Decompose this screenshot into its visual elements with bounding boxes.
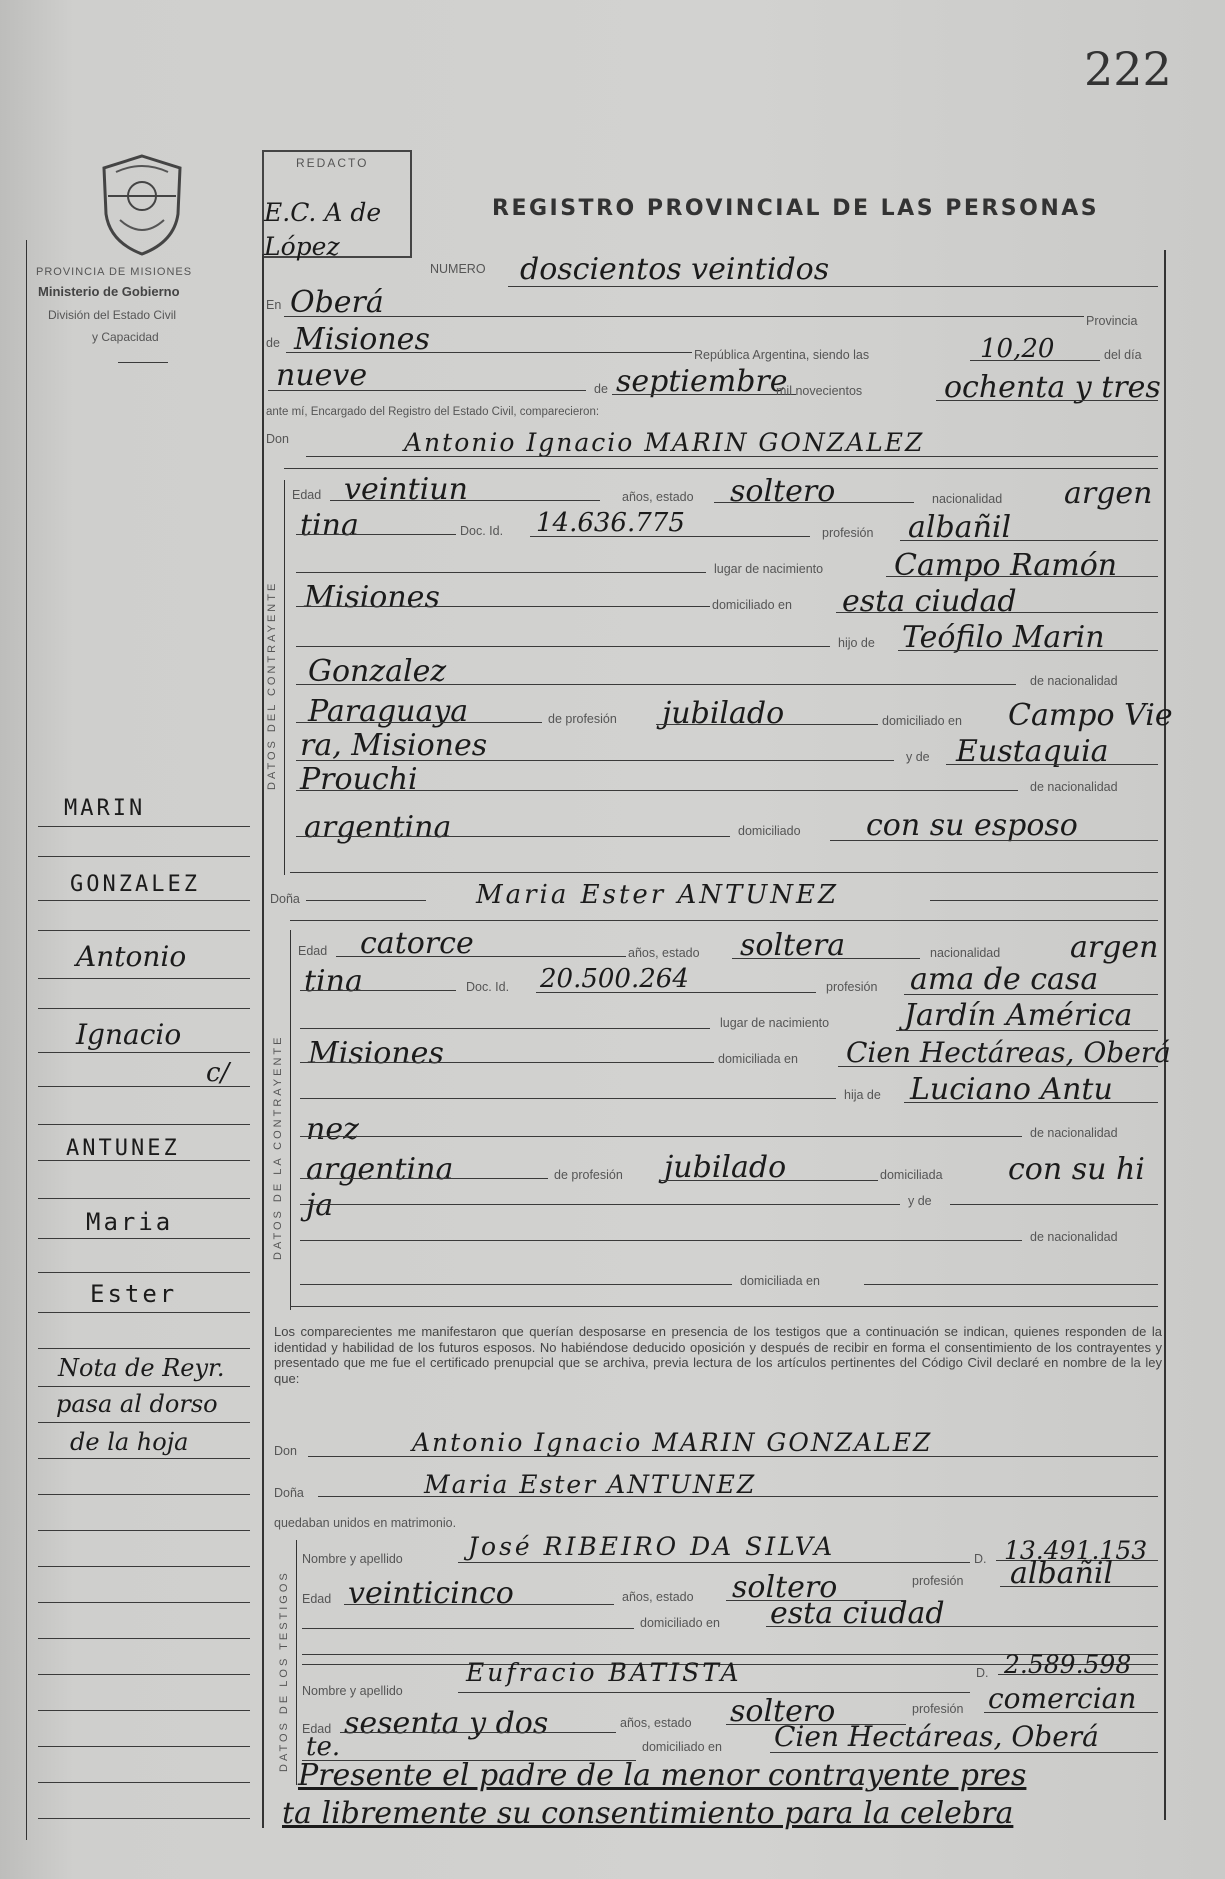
ministry-line-4: y Capacidad xyxy=(92,330,159,344)
t1-dom-label: domiciliado en xyxy=(640,1616,720,1630)
margin-rule-27 xyxy=(38,1782,250,1783)
novia-hija-line xyxy=(300,1098,836,1099)
margin-rule-28 xyxy=(38,1818,250,1819)
novia-padre-nac-line xyxy=(300,1178,548,1179)
mes-value: septiembre xyxy=(616,364,788,399)
novio-edad-label: Edad xyxy=(292,488,322,502)
novia-dom-label: domiciliada en xyxy=(718,1052,798,1066)
novio-hijo-label: hijo de xyxy=(838,636,875,650)
novio-padre1-line xyxy=(898,650,1158,651)
novio-y-de-label: y de xyxy=(906,750,930,764)
anio-value: ochenta y tres xyxy=(944,370,1161,405)
t1-nombre: José RIBEIRO DA SILVA xyxy=(468,1532,836,1561)
novia-padre1-line xyxy=(904,1102,1158,1103)
margin-rule-15 xyxy=(38,1348,250,1349)
novia-madre-line xyxy=(950,1204,1158,1205)
decl-dona-label: Doña xyxy=(274,1486,304,1500)
t2-edad-label: Edad xyxy=(302,1722,332,1736)
coat-of-arms-icon xyxy=(94,150,190,258)
ministry-line-1: PROVINCIA DE MISIONES xyxy=(36,266,193,278)
novia-padre1: Luciano Antu xyxy=(910,1072,1113,1107)
margin-rule-5 xyxy=(38,978,250,979)
novio-lugar: Campo Ramón xyxy=(894,548,1118,583)
novia-padre-prof: jubilado xyxy=(664,1150,787,1185)
novio-nac2-line xyxy=(296,534,456,535)
novia-lugar2-line xyxy=(300,1062,714,1063)
novio-padre-dom2: ra, Misiones xyxy=(300,728,488,763)
de-mes-label: de xyxy=(594,382,608,396)
novio-padre-dom1: Campo Vie xyxy=(1008,698,1173,733)
t1-d-label: D. xyxy=(974,1552,987,1566)
novia-nombre: Maria Ester ANTUNEZ xyxy=(476,880,840,910)
ciudad-value: Oberá xyxy=(290,285,384,320)
t2-anos-label: años, estado xyxy=(620,1716,692,1730)
margin-rule-16 xyxy=(38,1386,250,1387)
novio-nombre: Antonio Ignacio MARIN GONZALEZ xyxy=(404,428,925,457)
novia-nac-label: nacionalidad xyxy=(930,946,1001,960)
margin-rule-1 xyxy=(38,826,250,827)
hora-line xyxy=(970,360,1100,361)
t1-anos-label: años, estado xyxy=(622,1590,694,1604)
novia-estado-line xyxy=(732,958,920,959)
margin-rule-19 xyxy=(38,1494,250,1495)
novio-edad: veintiun xyxy=(344,472,468,507)
novio-anos-label: años, estado xyxy=(622,490,694,504)
t1-domicilio: esta ciudad xyxy=(770,1596,945,1631)
novia-blank-line xyxy=(300,1028,710,1029)
dia-line xyxy=(268,390,586,391)
novia-lugar-label: lugar de nacimiento xyxy=(720,1016,830,1030)
novia-padre-dom1: con su hi xyxy=(1008,1152,1145,1187)
nota-linea-1: Presente el padre de la menor contrayente pres xyxy=(298,1758,1027,1793)
novia-lugar: Jardín América xyxy=(904,998,1133,1033)
dia-value: nueve xyxy=(276,358,368,393)
dona-line-b xyxy=(930,900,1158,901)
novia-padre-dom2: ja xyxy=(306,1188,334,1223)
label-datos-contrayente: DATOS DEL CONTRAYENTE xyxy=(266,580,278,790)
novio-nac2: tina xyxy=(300,508,359,543)
margin-apellido-3: ANTUNEZ xyxy=(66,1136,180,1161)
register-title: REGISTRO PROVINCIAL DE LAS PERSONAS xyxy=(492,196,1100,221)
numero-line xyxy=(508,286,1158,287)
t1-dom-line-a xyxy=(302,1628,634,1629)
novia-hija-label: hija de xyxy=(844,1088,881,1102)
novio-blank-line xyxy=(296,572,706,573)
margin-con: c/ xyxy=(206,1058,230,1088)
t2-nombre-label: Nombre y apellido xyxy=(302,1684,403,1698)
t2-edad: sesenta y dos xyxy=(344,1706,549,1741)
novio-estado: soltero xyxy=(730,474,836,509)
novia-prof-line xyxy=(904,994,1158,995)
novio-prof-line xyxy=(900,540,1158,541)
novio-madre-nac: argentina xyxy=(304,810,452,845)
novio-padre-nac-label: de nacionalidad xyxy=(1030,674,1118,688)
margin-rule-9 xyxy=(38,1124,250,1125)
t2-doc: 2.589.598 xyxy=(1004,1650,1132,1679)
t2-edad-line xyxy=(340,1732,616,1733)
t2-estado: soltero xyxy=(730,1694,836,1729)
novia-padre-dom2-line xyxy=(300,1204,900,1205)
novio-madre-dom-label: domiciliado xyxy=(738,824,801,838)
hora-value: 10,20 xyxy=(980,334,1055,364)
decl-don-nombre: Antonio Ignacio MARIN GONZALEZ xyxy=(412,1428,933,1457)
novia-nac2-line xyxy=(300,990,456,991)
don-label: Don xyxy=(266,432,289,446)
ministry-underline xyxy=(118,362,168,363)
label-datos-contrayenta: DATOS DE LA CONTRAYENTE xyxy=(272,1034,284,1260)
novio-end-line xyxy=(290,872,1158,873)
margin-rule-24 xyxy=(38,1674,250,1675)
novio-estado-line xyxy=(714,502,914,503)
t1-profesion: albañil xyxy=(1010,1556,1114,1591)
novia-dom-line xyxy=(838,1066,1158,1067)
novia-padre-nac-label: de nacionalidad xyxy=(1030,1126,1118,1140)
novio-padre-prof-label: de profesión xyxy=(548,712,617,726)
margin-rule-2 xyxy=(38,856,250,857)
novia-y-de-label: y de xyxy=(908,1194,932,1208)
t1-nombre-line xyxy=(458,1562,970,1563)
t1-doc: 13.491.153 xyxy=(1004,1536,1148,1565)
margin-rule-4 xyxy=(38,930,250,931)
novio-edad-line xyxy=(330,500,600,501)
margin-rule-11 xyxy=(38,1198,250,1199)
decl-don-line xyxy=(308,1456,1158,1457)
novia-madre-dom-line-b xyxy=(864,1284,1158,1285)
novia-madre-dom-label: domiciliada en xyxy=(740,1274,820,1288)
t1-edad-line xyxy=(344,1604,614,1605)
margin-rule-14 xyxy=(38,1312,250,1313)
ministry-line-2: Ministerio de Gobierno xyxy=(38,284,180,299)
nota-linea-2: ta libremente su consentimiento para la celebra xyxy=(282,1796,1014,1831)
margin-rule-17 xyxy=(38,1422,250,1423)
margin-rule-13 xyxy=(38,1272,250,1273)
ministry-line-3: División del Estado Civil xyxy=(48,308,177,322)
testigos-bracket xyxy=(296,1540,297,1785)
novia-nac2: tina xyxy=(304,964,363,999)
novia-edad: catorce xyxy=(360,926,474,961)
mil-label: mil novecientos xyxy=(776,384,863,398)
t2-dom-line-b xyxy=(770,1752,1158,1753)
en-label: En xyxy=(266,298,282,312)
novia-profesion: ama de casa xyxy=(910,962,1099,997)
republica-label: República Argentina, siendo las xyxy=(694,348,870,362)
t2-dom-label: domiciliado en xyxy=(642,1740,722,1754)
margin-nombre-4: Ester xyxy=(90,1280,178,1308)
t1-prof-label: profesión xyxy=(912,1574,964,1588)
novio-domicilio: esta ciudad xyxy=(842,584,1017,619)
novio-madre1-line xyxy=(946,764,1158,765)
decl-don-label: Don xyxy=(274,1444,297,1458)
ante-mi-label: ante mí, Encargado del Registro del Estado Civil, comparecieron: xyxy=(266,406,600,418)
don-line xyxy=(306,456,1158,457)
novia-doc-line xyxy=(536,992,816,993)
t2-nombre-line xyxy=(458,1692,970,1693)
t1-prof-line xyxy=(1000,1586,1158,1587)
t2-cont: te. xyxy=(306,1732,341,1762)
novia-nac1: argen xyxy=(1070,930,1159,965)
t2-d-label: D. xyxy=(976,1666,989,1680)
novia-padre-nac: argentina xyxy=(306,1152,454,1187)
provincia-line xyxy=(286,352,692,353)
t1-edad-label: Edad xyxy=(302,1592,332,1606)
stamp-label: REDACTO xyxy=(296,156,369,170)
t1-dom-line-b xyxy=(766,1626,1158,1627)
novia-padre2: nez xyxy=(306,1112,359,1147)
t2-profesion: comercian xyxy=(988,1682,1137,1715)
margin-outer-line xyxy=(26,240,27,1840)
margin-rule-3 xyxy=(38,900,250,901)
novio-madre2-line xyxy=(296,790,1018,791)
margin-nota-3: de la hoja xyxy=(70,1428,189,1456)
margin-rule-26 xyxy=(38,1746,250,1747)
contrayente-bracket xyxy=(284,480,285,875)
novio-profesion: albañil xyxy=(908,510,1012,545)
margin-rule-12 xyxy=(38,1238,250,1239)
novio-lugar-label: lugar de nacimiento xyxy=(714,562,824,576)
don-line-2 xyxy=(284,468,1158,469)
margin-apellido-1: MARIN xyxy=(64,796,146,821)
novio-lugar-line xyxy=(886,576,1158,577)
t2-nombre: Eufracio BATISTA xyxy=(466,1658,742,1687)
novia-padre-prof-label: de profesión xyxy=(554,1168,623,1182)
novio-padre-dom2-line xyxy=(296,760,894,761)
dona-line-2 xyxy=(290,920,1158,921)
margin-rule-22 xyxy=(38,1602,250,1603)
margin-nombre-2: Ignacio xyxy=(76,1018,182,1051)
t1-estado: soltero xyxy=(732,1570,838,1605)
margin-nota-2: pasa al dorso xyxy=(56,1390,218,1418)
contrayenta-bracket xyxy=(290,930,291,1310)
ciudad-line xyxy=(284,316,1084,317)
dona-label: Doña xyxy=(270,892,300,906)
margin-nota-1: Nota de Reyr. xyxy=(58,1354,225,1382)
de-label: de xyxy=(266,336,280,350)
left-frame-line xyxy=(262,254,264,1828)
novia-lugar2: Misiones xyxy=(308,1036,444,1071)
novia-prof-label: profesión xyxy=(826,980,878,994)
novio-doc-line xyxy=(530,536,810,537)
novio-padre-prof: jubilado xyxy=(662,696,785,731)
decl-dona-line xyxy=(318,1496,1158,1497)
novia-padre2-line xyxy=(300,1136,1022,1137)
novio-madre-dom: con su esposo xyxy=(866,808,1078,843)
novia-estado: soltera xyxy=(740,928,846,963)
novia-edad-line xyxy=(336,956,626,957)
novia-doc: 20.500.264 xyxy=(540,964,689,994)
novia-madre-nac-line xyxy=(300,1240,1022,1241)
novio-prof-label: profesión xyxy=(822,526,874,540)
label-datos-testigos: DATOS DE LOS TESTIGOS xyxy=(278,1570,290,1772)
mes-line xyxy=(612,394,796,395)
novia-end-line xyxy=(290,1306,1158,1307)
provincia-value: Misiones xyxy=(294,322,430,357)
novio-doc-label: Doc. Id. xyxy=(460,524,504,538)
novio-nac-label: nacionalidad xyxy=(932,492,1003,506)
t1-edad: veinticinco xyxy=(348,1576,514,1611)
novio-hijo-line xyxy=(296,646,830,647)
novio-padre3: Paraguaya xyxy=(308,694,469,729)
anio-line xyxy=(936,400,1158,401)
margin-rule-6 xyxy=(38,1008,250,1009)
novia-anos-label: años, estado xyxy=(628,946,700,960)
right-frame-line xyxy=(1164,250,1166,1820)
novio-lugar2-line xyxy=(296,606,710,607)
t2-prof-label: profesión xyxy=(912,1702,964,1716)
novia-padre-dom-label: domiciliada xyxy=(880,1168,943,1182)
t2-prof-line xyxy=(984,1712,1158,1713)
novio-madre-nac-label: de nacionalidad xyxy=(1030,780,1118,794)
novio-padre2-line xyxy=(296,684,1016,685)
numero-label: NUMERO xyxy=(430,262,486,276)
t2-doc-line xyxy=(998,1674,1158,1675)
t1-nombre-label: Nombre y apellido xyxy=(302,1552,403,1566)
stamp-handwriting: E.C. A de López xyxy=(264,198,382,261)
novio-nac1: argen xyxy=(1064,476,1153,511)
provincia-label: Provincia xyxy=(1086,314,1138,328)
novio-padre2: Gonzalez xyxy=(308,654,447,689)
decl-dona-nombre: Maria Ester ANTUNEZ xyxy=(424,1470,757,1499)
novia-lugar-line xyxy=(896,1030,1158,1031)
numero-value: doscientos veintidos xyxy=(520,252,830,287)
novio-lugar2: Misiones xyxy=(304,580,440,615)
margin-rule-7 xyxy=(38,1052,250,1053)
margin-rule-20 xyxy=(38,1530,250,1531)
margin-nombre-1: Antonio xyxy=(76,940,187,973)
page-number: 222 xyxy=(1084,42,1172,96)
margin-rule-18 xyxy=(38,1458,250,1459)
del-dia-label: del día xyxy=(1104,348,1142,362)
novia-edad-label: Edad xyxy=(298,944,328,958)
novio-dom-label: domiciliado en xyxy=(712,598,792,612)
t2-domicilio: Cien Hectáreas, Oberá xyxy=(774,1720,1099,1753)
margin-apellido-2: GONZALEZ xyxy=(70,872,200,897)
novio-padre3-line xyxy=(296,722,542,723)
novia-madre-nac-label: de nacionalidad xyxy=(1030,1230,1118,1244)
novia-padre-prof-line xyxy=(660,1180,878,1181)
novio-madre-dom-line xyxy=(830,840,1158,841)
margin-rule-25 xyxy=(38,1710,250,1711)
novio-dom-line xyxy=(836,612,1158,613)
novio-madre-nac-line xyxy=(296,836,730,837)
novia-domicilio: Cien Hectáreas, Oberá xyxy=(846,1036,1171,1069)
novio-madre2: Prouchi xyxy=(300,762,418,797)
novia-madre-dom-line-a xyxy=(300,1284,732,1285)
novio-doc: 14.636.775 xyxy=(536,508,685,538)
novio-padre-prof-line xyxy=(656,724,878,725)
declaration-paragraph: Los comparecientes me manifestaron que querían desposarse en presencia de los testigos que a continuación se indican, quienes responden de la identidad y habilidad de los futuros esposos. No habiéndose deducido oposición y después de recibir en forma el consentimiento de los contrayentes y presentado que me fue el certificado prenupcial que se archiva, previa lectura de los artículos pertinentes del Código Civil declaré en nombre de la ley que: xyxy=(274,1324,1162,1386)
quedaban-label: quedaban unidos en matrimonio. xyxy=(274,1516,457,1530)
novio-padre-dom-label: domiciliado en xyxy=(882,714,962,728)
novio-padre1: Teófilo Marin xyxy=(902,620,1105,655)
novia-doc-label: Doc. Id. xyxy=(466,980,510,994)
margin-nombre-3: Maria xyxy=(86,1208,174,1236)
margin-rule-21 xyxy=(38,1566,250,1567)
margin-rule-23 xyxy=(38,1638,250,1639)
dona-line-a xyxy=(306,900,426,901)
novio-madre1: Eustaquia xyxy=(956,734,1109,769)
